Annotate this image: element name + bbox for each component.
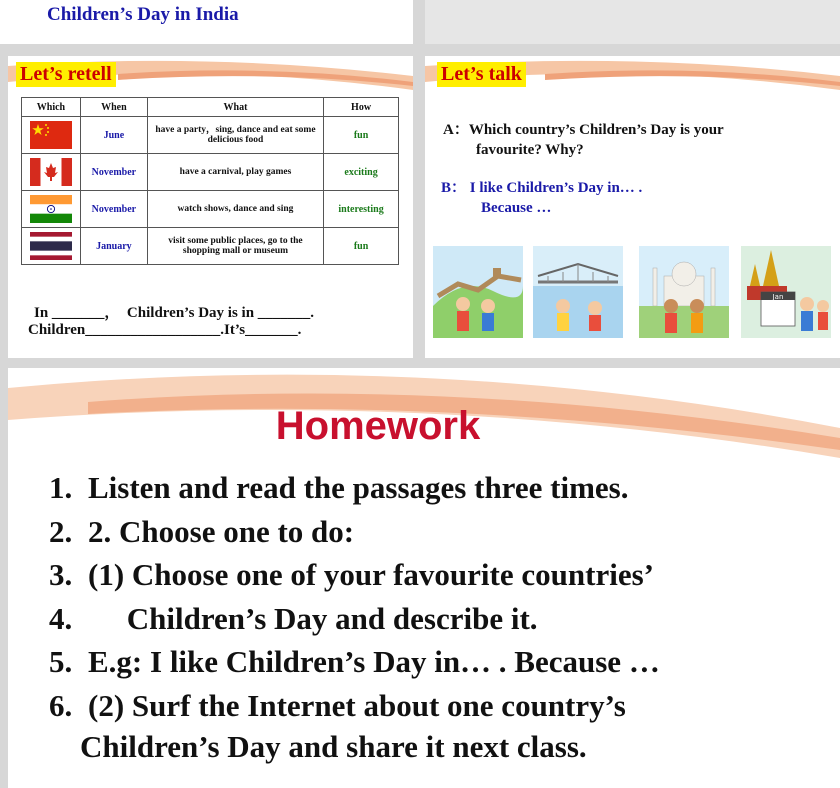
- dialogue-b-line-2: Because …: [481, 200, 552, 216]
- flag-cell: [22, 117, 81, 154]
- flag-cell: [22, 228, 81, 265]
- how-cell: fun: [324, 117, 399, 154]
- what-cell: have a party，sing, dance and eat some delicious food: [147, 117, 323, 154]
- bridge-kids-picture: [533, 246, 623, 338]
- homework-item: 2. 2. Choose one to do:: [80, 510, 660, 554]
- header-which: Which: [22, 98, 81, 117]
- canada-flag-icon: [30, 158, 72, 186]
- when-cell: June: [80, 117, 147, 154]
- talk-slide: [425, 56, 840, 358]
- flag-cell: [22, 191, 81, 228]
- table-header-row: [22, 98, 399, 117]
- how-cell: interesting: [324, 191, 399, 228]
- china-flag-icon: [30, 121, 72, 149]
- top-right-slide-strip: [425, 0, 840, 44]
- retell-label: Let’s retell: [16, 62, 116, 87]
- thailand-flag-icon: [30, 232, 72, 260]
- homework-list: [8, 466, 660, 727]
- how-cell: exciting: [324, 154, 399, 191]
- when-cell: January: [80, 228, 147, 265]
- when-cell: November: [80, 191, 147, 228]
- great-wall-kids-picture: [433, 246, 523, 338]
- when-cell: November: [80, 154, 147, 191]
- what-cell: have a carnival, play games: [147, 154, 323, 191]
- table-row: [22, 228, 399, 265]
- fill-in-line-2: Children__________________.It’s_______.: [28, 322, 302, 338]
- flag-cell: [22, 154, 81, 191]
- header-how: How: [324, 98, 399, 117]
- table-row: [22, 191, 399, 228]
- dialogue-a-line-1: A：Which country’s Children’s Day is your: [443, 122, 724, 138]
- homework-item: 1. Listen and read the passages three times.: [80, 466, 660, 510]
- homework-item: 6. (2) Surf the Internet about one country’s: [80, 684, 660, 728]
- homework-item: 3. (1) Choose one of your favourite countries’: [80, 553, 660, 597]
- fill-in-line-1: In _______， Children’s Day is in _______.: [34, 305, 315, 321]
- homework-item: 4. Children’s Day and describe it.: [80, 597, 660, 641]
- table-row: [22, 154, 399, 191]
- calendar-month-label: Jan: [772, 293, 784, 301]
- dialogue-a-line-2: favourite? Why?: [476, 142, 584, 158]
- how-cell: fun: [324, 228, 399, 265]
- what-cell: watch shows, dance and sing: [147, 191, 323, 228]
- header-when: When: [80, 98, 147, 117]
- what-cell: visit some public places, go to the shopping mall or museum: [147, 228, 323, 265]
- thai-temple-calendar-kids-picture: [741, 246, 831, 338]
- header-what: What: [147, 98, 323, 117]
- retell-slide: [8, 56, 413, 358]
- homework-continuation: Children’s Day and share it next class.: [80, 729, 587, 764]
- homework-slide: [8, 368, 840, 788]
- top-slide-strip: [0, 0, 413, 44]
- taj-mahal-kids-picture: [639, 246, 729, 338]
- homework-item: 5. E.g: I like Children’s Day in… . Because …: [80, 640, 660, 684]
- table-row: [22, 117, 399, 154]
- top-slide-title: Children’s Day in India: [47, 4, 239, 25]
- talk-label: Let’s talk: [437, 62, 526, 87]
- retell-table: [21, 97, 399, 265]
- dialogue-b-line-1: B： I like Children’s Day in… .: [441, 180, 643, 196]
- india-flag-icon: [30, 195, 72, 223]
- homework-title: Homework: [275, 404, 481, 448]
